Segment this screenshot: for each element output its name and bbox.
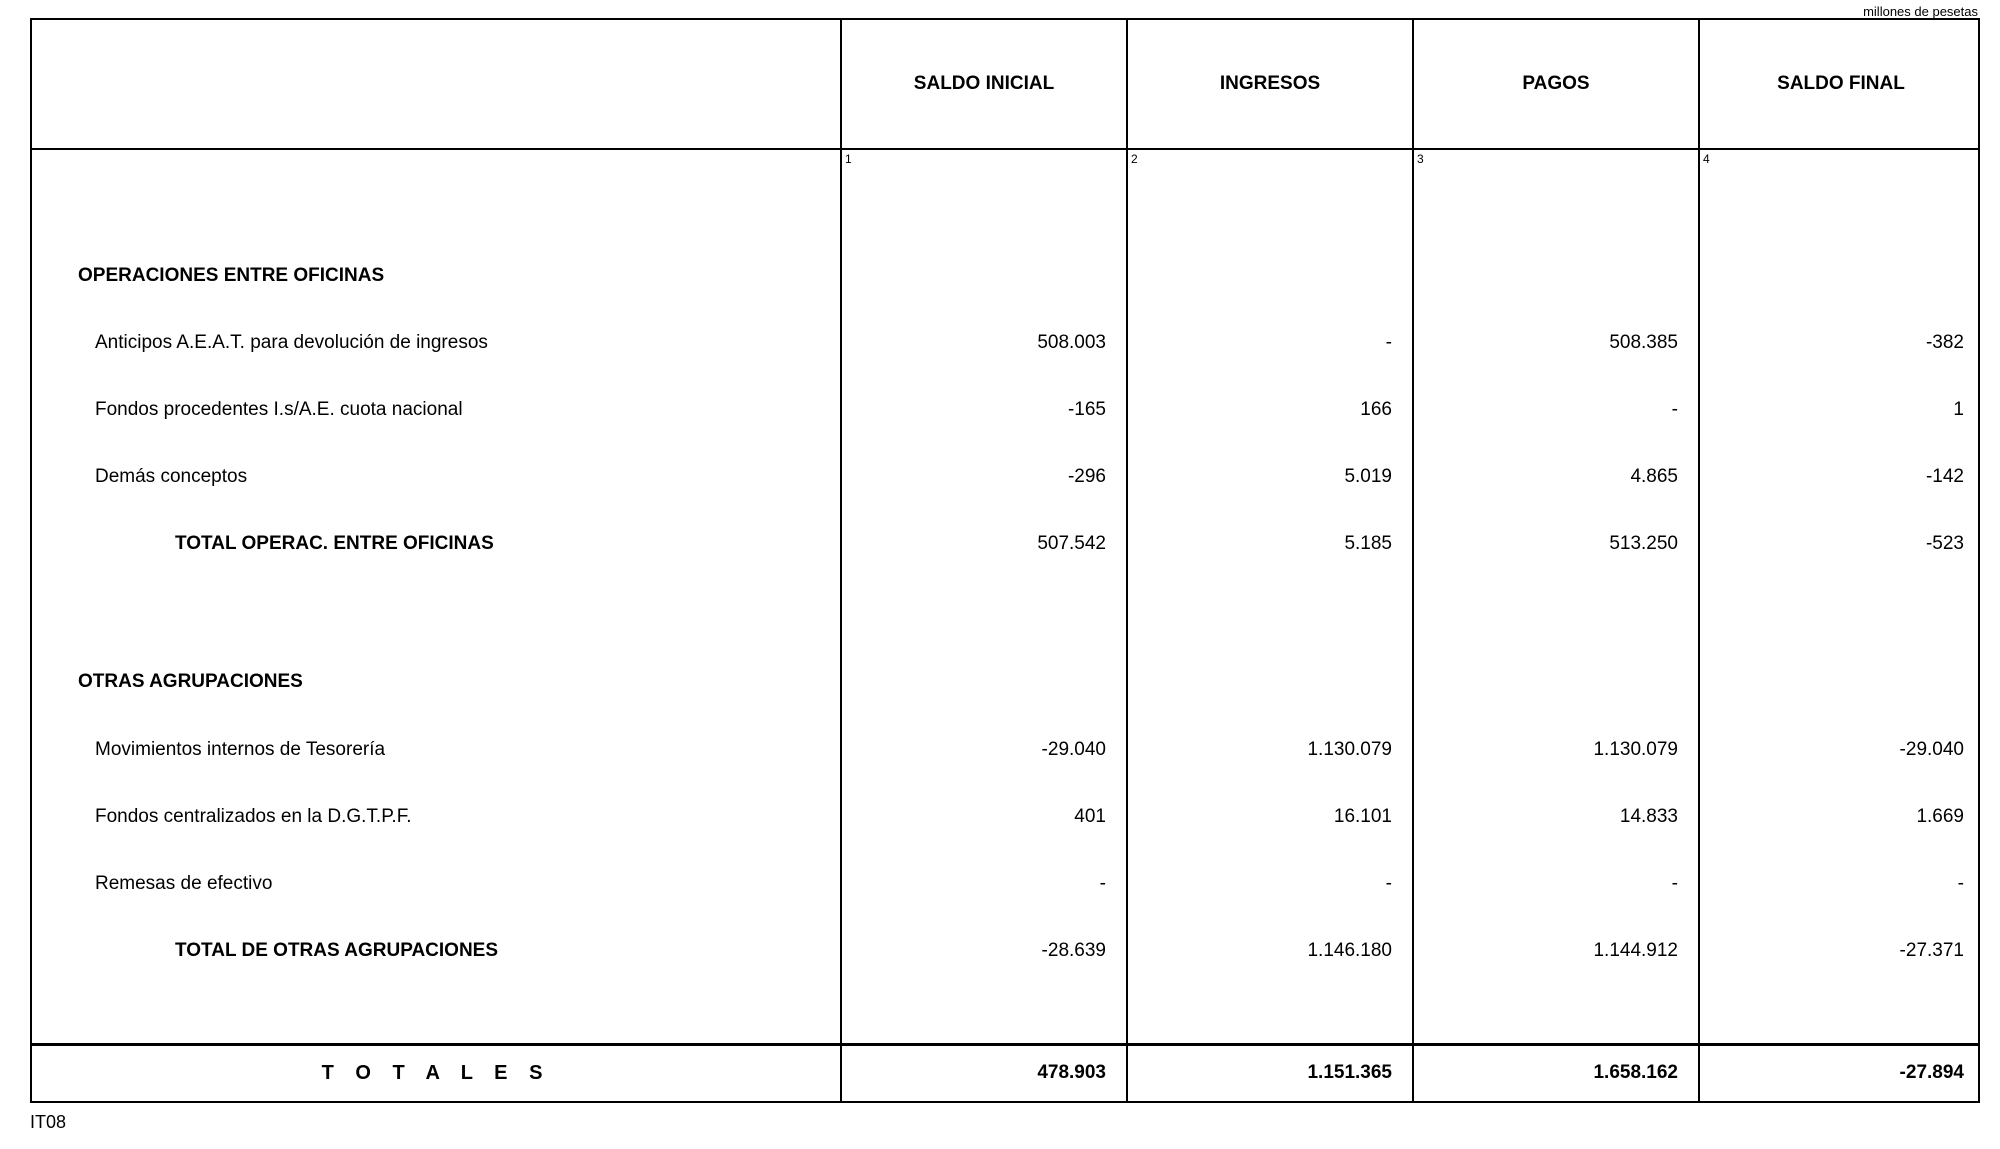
value-ingresos: 166 bbox=[1360, 399, 1392, 420]
section-heading-row bbox=[32, 256, 1978, 296]
subtotal-row bbox=[32, 524, 1978, 564]
table-row bbox=[32, 390, 1978, 430]
column-number: 2 bbox=[1131, 152, 1138, 166]
value-ingresos: - bbox=[1385, 873, 1392, 894]
report-table bbox=[30, 18, 1980, 1103]
units-note: millones de pesetas bbox=[1863, 4, 1978, 19]
value-saldo-inicial: - bbox=[1099, 873, 1106, 894]
column-number: 3 bbox=[1417, 152, 1424, 166]
value-pagos: - bbox=[1671, 399, 1678, 420]
value-ingresos: 1.130.079 bbox=[1307, 739, 1392, 760]
value-saldo-final: -382 bbox=[1925, 332, 1964, 353]
total-ingresos: 1.151.365 bbox=[1307, 1062, 1392, 1083]
value-saldo-final: 1 bbox=[1953, 399, 1964, 420]
totals-label: T O T A L E S bbox=[321, 1062, 551, 1084]
section-heading-row bbox=[32, 662, 1978, 702]
total-saldo-inicial: 478.903 bbox=[1037, 1062, 1106, 1083]
value-pagos: 1.130.079 bbox=[1593, 739, 1678, 760]
header-pagos: PAGOS bbox=[1522, 73, 1590, 94]
row-label: Fondos centralizados en la D.G.T.P.F. bbox=[95, 806, 412, 827]
value-saldo-inicial: 508.003 bbox=[1037, 332, 1106, 353]
value-pagos: - bbox=[1671, 873, 1678, 894]
column-number: 4 bbox=[1703, 152, 1710, 166]
value-saldo-final: -142 bbox=[1925, 466, 1964, 487]
value-pagos: 14.833 bbox=[1619, 806, 1678, 827]
subtotal-pagos: 513.250 bbox=[1609, 533, 1678, 554]
section-title: OPERACIONES ENTRE OFICINAS bbox=[78, 265, 385, 286]
totals-row bbox=[32, 1045, 1978, 1101]
value-saldo-final: - bbox=[1957, 873, 1964, 894]
value-pagos: 508.385 bbox=[1609, 332, 1678, 353]
header-saldo-inicial: SALDO INICIAL bbox=[913, 73, 1055, 94]
row-label: Anticipos A.E.A.T. para devolución de ingresos bbox=[95, 332, 488, 353]
subtotal-ingresos: 5.185 bbox=[1344, 533, 1392, 554]
value-saldo-final: 1.669 bbox=[1916, 806, 1964, 827]
row-label: Demás conceptos bbox=[95, 466, 248, 487]
section-title: OTRAS AGRUPACIONES bbox=[78, 671, 303, 692]
subtotal-label: TOTAL DE OTRAS AGRUPACIONES bbox=[175, 940, 499, 961]
page-code: IT08 bbox=[30, 1112, 67, 1132]
value-saldo-final: -29.040 bbox=[1899, 739, 1964, 760]
header-saldo-final: SALDO FINAL bbox=[1777, 73, 1905, 94]
subtotal-ingresos: 1.146.180 bbox=[1307, 940, 1392, 961]
subtotal-saldo-inicial: 507.542 bbox=[1037, 533, 1106, 554]
row-label: Fondos procedentes I.s/A.E. cuota nacional bbox=[95, 399, 463, 420]
table-row bbox=[32, 864, 1978, 904]
subtotal-saldo-final: -27.371 bbox=[1899, 940, 1964, 961]
value-saldo-inicial: 401 bbox=[1074, 806, 1106, 827]
header-ingresos: INGRESOS bbox=[1219, 73, 1321, 94]
value-saldo-inicial: -29.040 bbox=[1041, 739, 1106, 760]
subtotal-pagos: 1.144.912 bbox=[1593, 940, 1678, 961]
table-row bbox=[32, 323, 1978, 363]
header-divider bbox=[32, 148, 1978, 150]
subtotal-saldo-final: -523 bbox=[1925, 533, 1964, 554]
value-saldo-inicial: -296 bbox=[1067, 466, 1106, 487]
row-label: Remesas de efectivo bbox=[95, 873, 273, 894]
value-ingresos: 16.101 bbox=[1333, 806, 1392, 827]
subtotal-label: TOTAL OPERAC. ENTRE OFICINAS bbox=[175, 533, 494, 554]
table-row bbox=[32, 797, 1978, 837]
subtotal-row bbox=[32, 931, 1978, 971]
value-saldo-inicial: -165 bbox=[1067, 399, 1106, 420]
column-number: 1 bbox=[845, 152, 852, 166]
total-saldo-final: -27.894 bbox=[1899, 1062, 1964, 1083]
value-ingresos: 5.019 bbox=[1344, 466, 1392, 487]
value-pagos: 4.865 bbox=[1630, 466, 1678, 487]
row-label: Movimientos internos de Tesorería bbox=[95, 739, 386, 760]
table-row bbox=[32, 457, 1978, 497]
subtotal-saldo-inicial: -28.639 bbox=[1041, 940, 1106, 961]
value-ingresos: - bbox=[1385, 332, 1392, 353]
table-row bbox=[32, 730, 1978, 770]
total-pagos: 1.658.162 bbox=[1593, 1062, 1678, 1083]
